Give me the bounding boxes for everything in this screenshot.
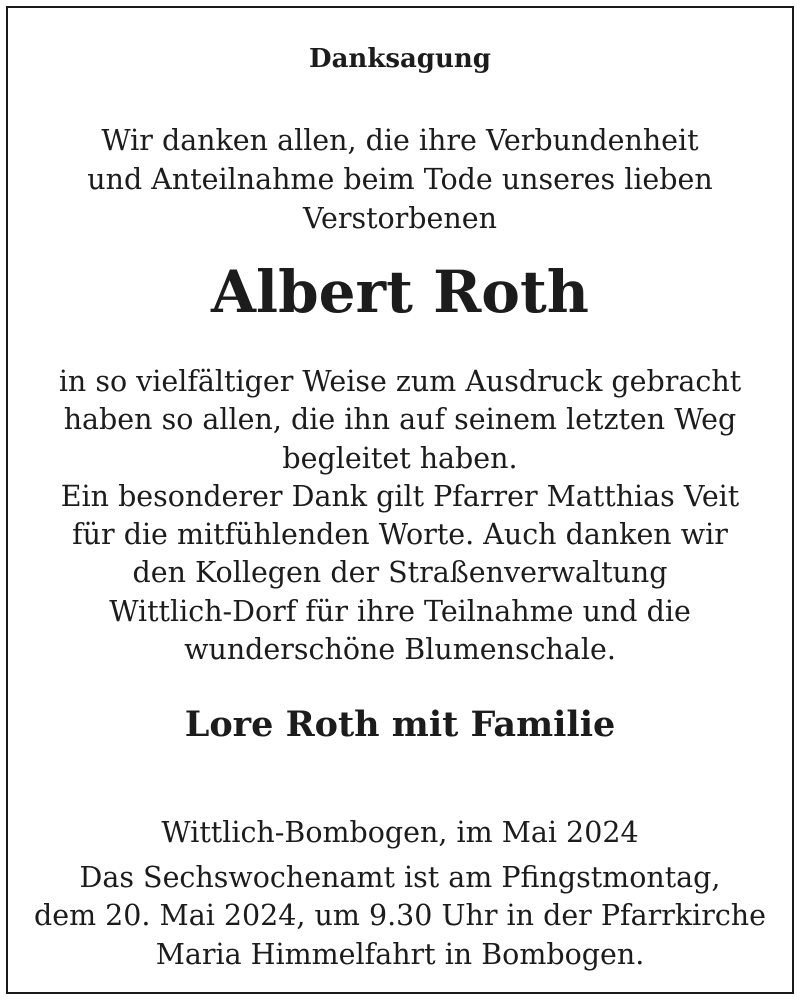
intro-text: Wir danken allen, die ihre Verbundenheit und Anteilnahme beim Tode unseres lieben Verstorbenen	[87, 124, 713, 235]
family-signature: Lore Roth mit Familie	[184, 704, 616, 745]
obituary-notice	[6, 6, 794, 994]
place-date-line: Wittlich-Bombogen, im Mai 2024	[161, 816, 639, 849]
deceased-name: Albert Roth	[211, 258, 589, 326]
memorial-service-info: Das Sechswochenamt ist am Pfingstmontag, dem 20. Mai 2024, um 9.30 Uhr in der Pfarrkirche Maria Himmelfahrt in Bombogen.	[33, 861, 767, 971]
notice-heading: Danksagung	[309, 44, 491, 74]
thanks-body-text: in so vielfältiger Weise zum Ausdruck gebracht haben so allen, die ihn auf seinem letzten Weg begleitet haben. Ein besonderer Dank gilt Pfarrer Matthias Veit für die mitfühlenden Worte. Auch danken wir den Kollegen der Straßenverwaltung Wittlich-Dorf für ihre Teilnahme und die wunderschöne Blumenschale.	[58, 365, 742, 667]
